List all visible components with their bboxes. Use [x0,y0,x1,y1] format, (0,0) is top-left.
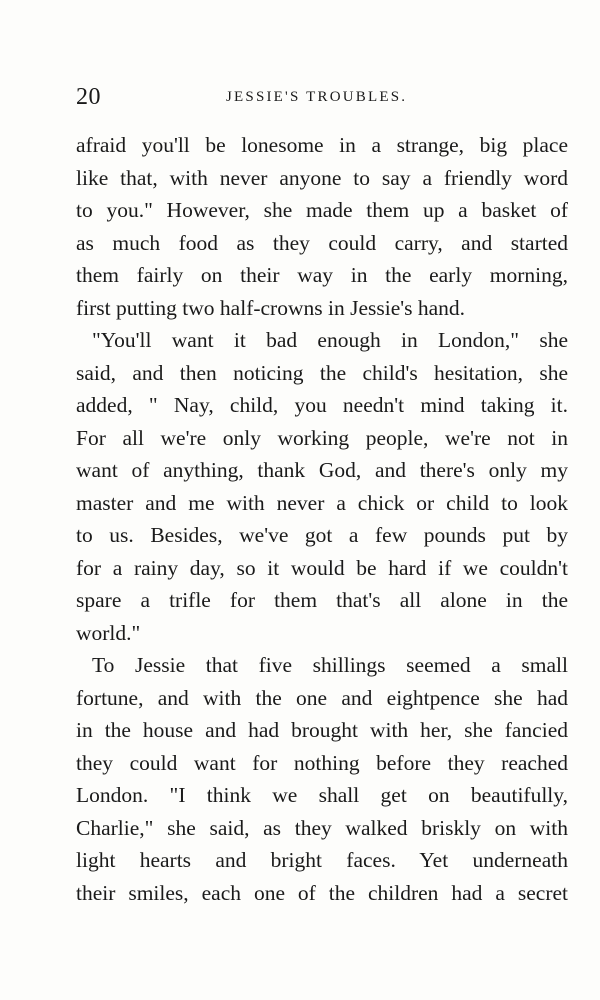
text-line: added, " Nay, child, you needn't mind taking it. [76,393,568,417]
running-head [76,84,566,114]
text-line: For all we're only working people, we're not in [76,425,568,450]
text-line: fortune, and with the one and eightpence she had [76,685,568,710]
text-line: To Jessie that five shillings seemed a small [92,653,568,677]
body-text [76,129,568,909]
text-line: "You'll want it bad enough in London," she [92,328,568,352]
text-line: spare a trifle for them that's all alone in the [76,588,568,612]
running-title: JESSIE'S TROUBLES. [226,89,408,105]
text-line: first putting two half-crowns in Jessie's hand. [76,295,466,320]
text-line: Charlie," she said, as they walked briskly on with [76,815,568,840]
text-line: master and me with never a chick or child to look [76,490,568,515]
text-line: they could want for nothing before they reached [76,750,568,775]
text-line: world." [76,620,141,645]
page-number: 20 [76,84,101,110]
text-line: for a rainy day, so it would be hard if we couldn't [76,555,568,580]
text-line: afraid you'll be lonesome in a strange, big place [76,133,568,157]
text-line: their smiles, each one of the children had a secret [76,880,568,905]
text-line: light hearts and bright faces. Yet underneath [76,848,568,872]
text-line: like that, with never anyone to say a friendly word [76,165,568,190]
text-line: them fairly on their way in the early morning, [76,263,568,287]
text-line: to us. Besides, we've got a few pounds put by [76,523,568,547]
text-line: London. "I think we shall get on beautifully, [76,783,568,807]
text-line: as much food as they could carry, and started [76,230,568,255]
text-line: want of anything, thank God, and there's only my [76,458,568,482]
text-line: said, and then noticing the child's hesitation, she [76,360,568,385]
text-line: in the house and had brought with her, she fancied [76,718,568,742]
text-line: to you." However, she made them up a basket of [76,198,568,222]
